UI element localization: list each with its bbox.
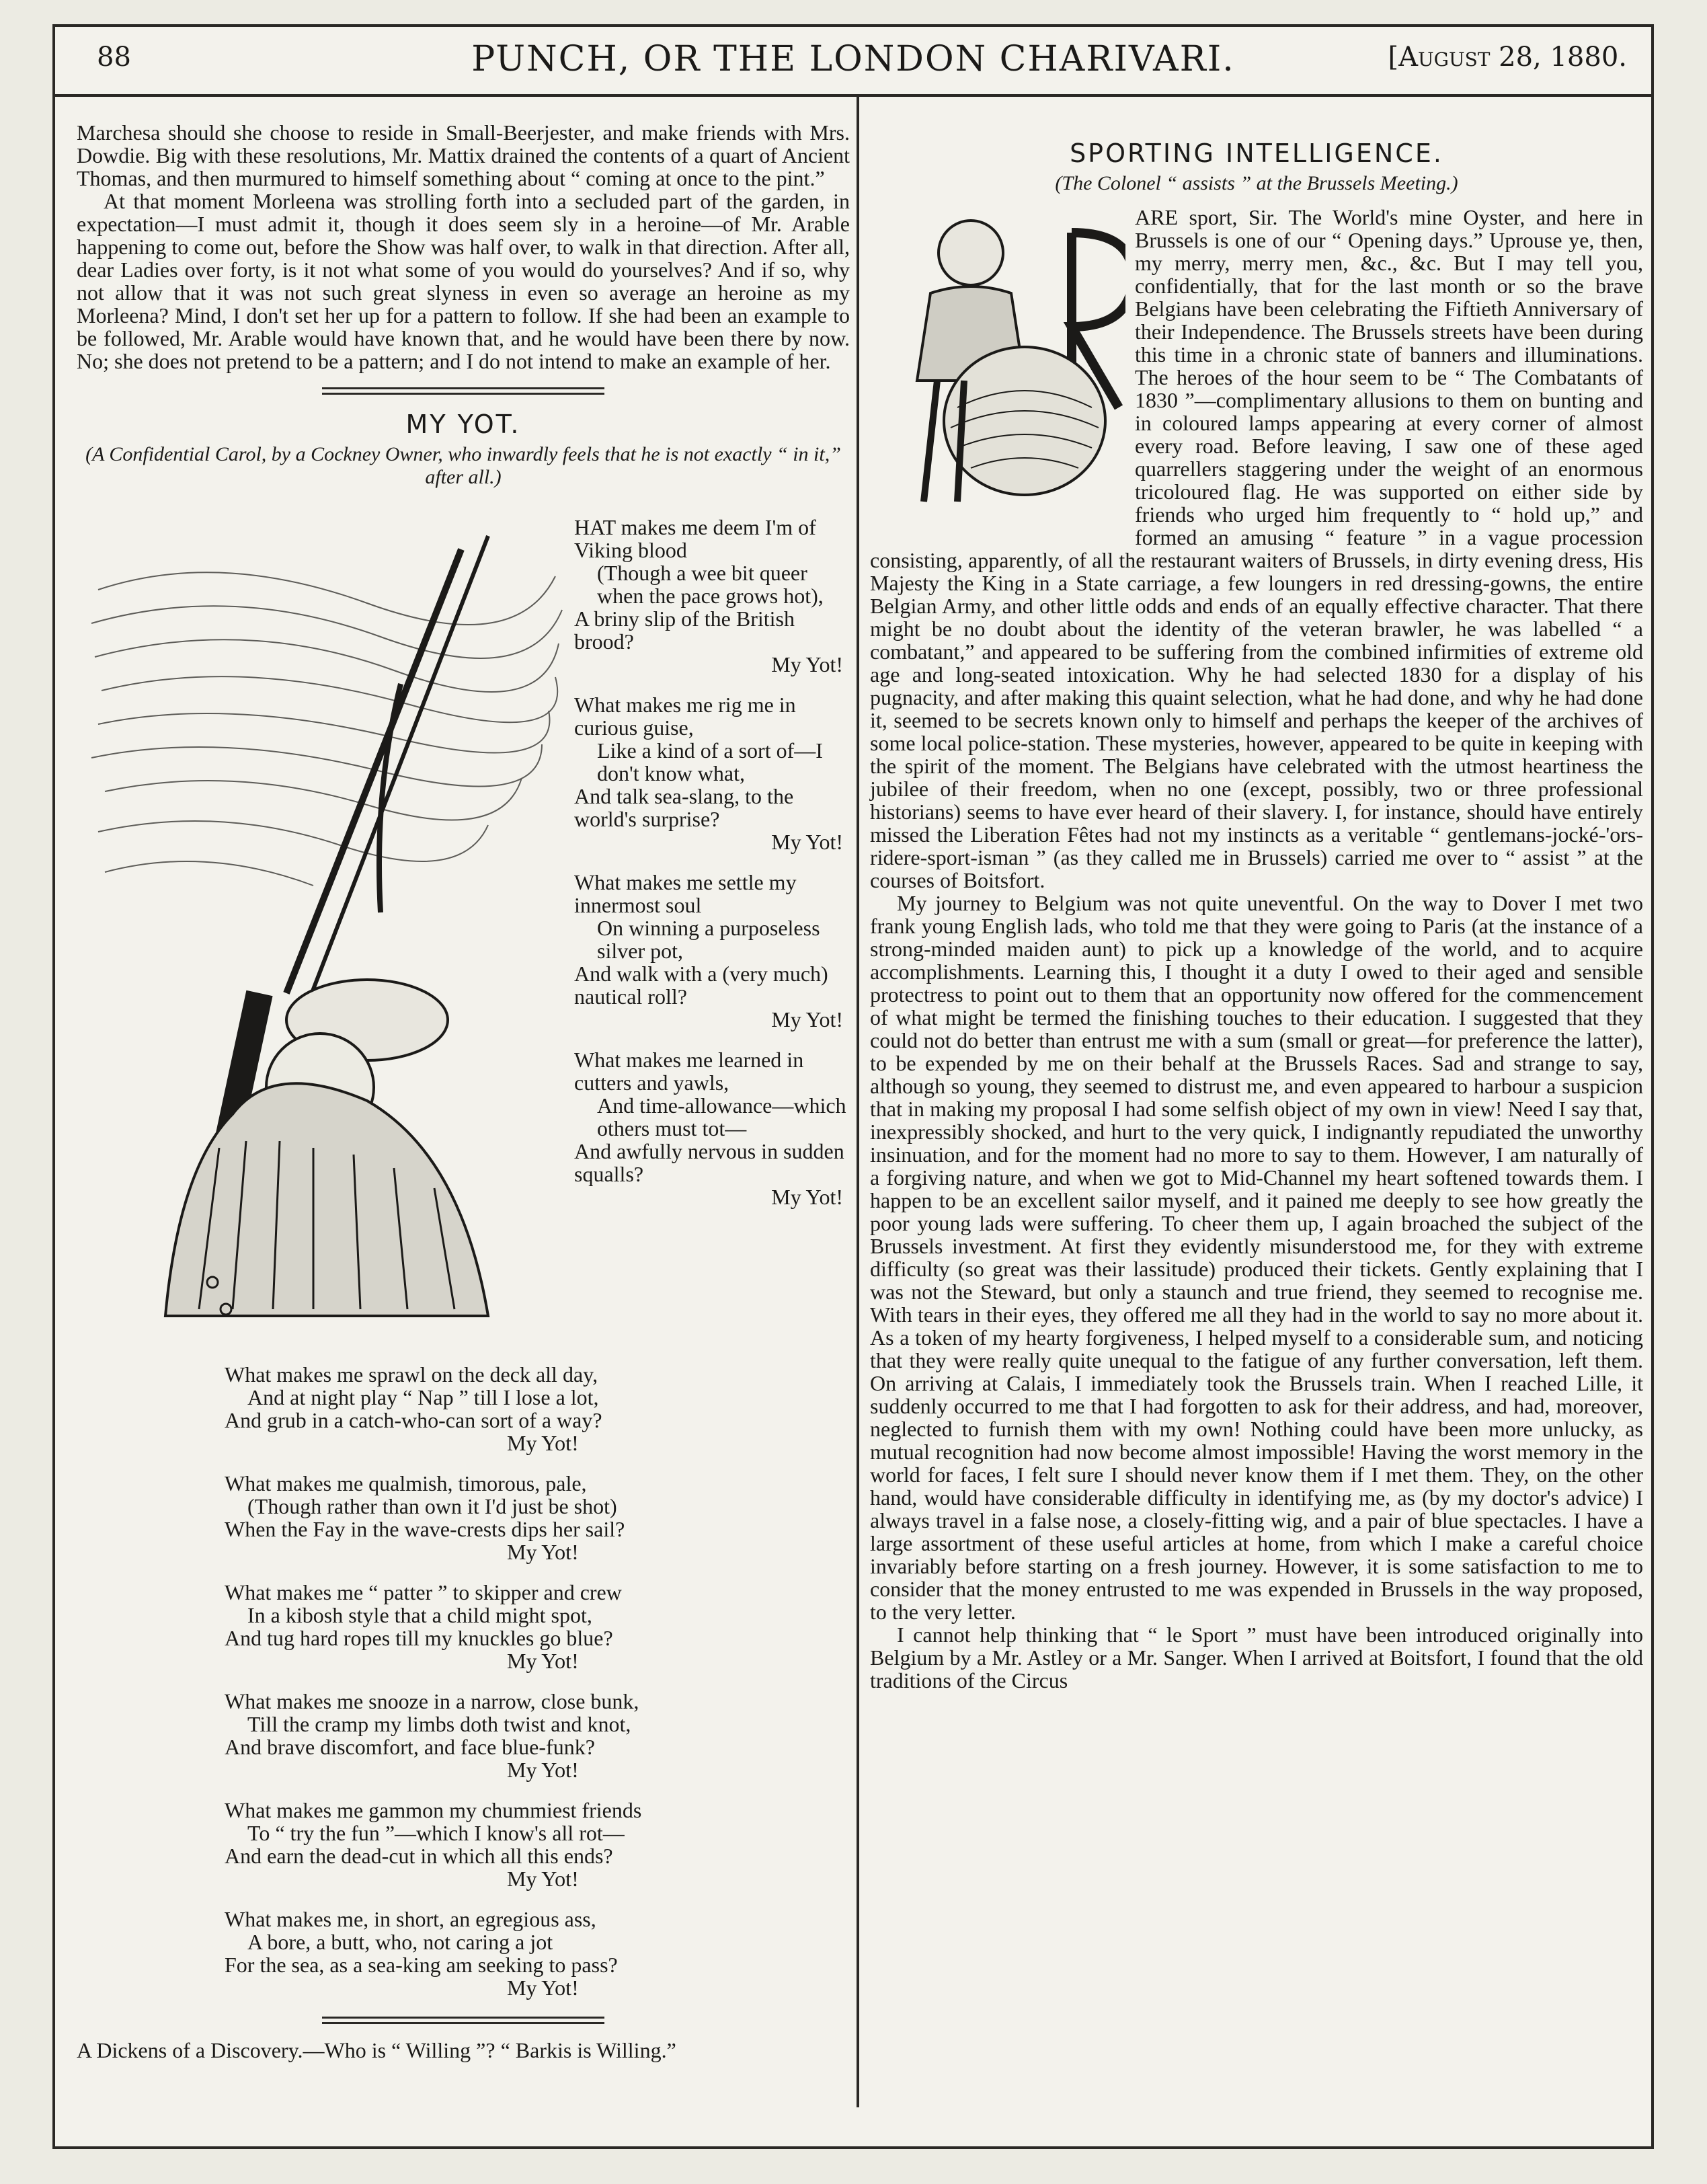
poem-stanza	[574, 871, 850, 1031]
poem-line: And at night play “ Nap ” till I lose a lot,	[247, 1385, 599, 1409]
poem-line: And tug hard ropes till my knuckles go blue?	[225, 1626, 613, 1650]
poem-stanzas-bottom	[225, 1363, 850, 1999]
poem-line: And talk sea-slang, to the world's surprise?	[574, 784, 794, 831]
poem-line: What makes me snooze in a narrow, close bunk,	[225, 1689, 639, 1713]
article-title: SPORTING INTELLIGENCE.	[1070, 139, 1443, 168]
poem-stanza	[225, 1472, 850, 1563]
section-rule	[322, 387, 604, 395]
poem-line: And walk with a (very much) nautical roll?	[574, 962, 828, 1009]
poem-stanza	[225, 1581, 850, 1672]
page	[52, 24, 1654, 2149]
poem-line: What makes me rig me in curious guise,	[574, 693, 796, 740]
poem-line: What makes me qualmish, timorous, pale,	[225, 1471, 587, 1495]
article-paragraph-2: My journey to Belgium was not quite uneventful. On the way to Dover I met two frank young English lads, who told me that they were going to Paris (at the instance of a strong-minded maiden aunt) to pick up a knowledge of the world, and to acquire accomplishments. Learning this, I thought it a duty I owed to their aged and sensible protectress to point out to them that an opportunity now offered for the commencement of what might be termed the finishing touches to their education. I suggested that they could not do better than entrust me with a sum (small or great—for preference the latter), to be expended by me on their behalf at the Brussels Races. Sad and strange to say, although so young, they seemed to distrust me, and even appeared to harbour a suspicion that in making my proposal I had some selfish object of my own in view! Need I say that, inexpressibly shocked, and hurt to the very quick, I indignantly repudiated the unworthy insinuation, and for the moment had no more to say to them. However, I am naturally of a forgiving nature, and when we got to Mid-Channel my heart softened towards them. I happen to be an excellent sailor myself, and it pained me deeply to see how greatly the poor young lads were suffering. To cheer them up, I again broached the subject of the Brussels investment. At first they evidently misunderstood me, for they with extreme difficulty (so great was their lassitude) produced their tickets. Gently explaining that I was not the Steward, but only a staunch and true friend, they seemed to recognise me. With tears in their eyes, they offered me all they had in the world to say no more about it. As a token of my hearty forgiveness, I helped myself to a considerable sum, and noticing that they were really quite unequal to the fatigue of any further conversation, left them. On arriving at Calais, I immediately took the Brussels train. When I reached Lille, it suddenly occurred to me that I had forgotten to ask for their address, and had, moreover, neglected to furnish them with my own! Nothing could have been more unlucky, as mutual recognition had now become almost impossible! Having the worst memory in the world for faces, I felt sure I should never know them if I met them. They, on the other hand, would have considerable difficulty in identifying me, as (by my doctor's advice) I always travel in a false nose, a closely-fitting wig, and a pair of blue spectacles. I have a large assortment of these useful articles at home, from which I make a careful choice invariably before starting on a fresh journey. However, it is some satisfaction to me to consider that the money entrusted to me was expended in Brussels in the way proposed, to the very letter.	[870, 891, 1643, 1624]
poem-stanza	[225, 1799, 850, 1890]
poem-stanza	[225, 1363, 850, 1454]
page-number: 88	[97, 42, 131, 73]
yachtsman-illustration	[85, 509, 569, 1350]
poem-refrain: My Yot!	[507, 1649, 579, 1673]
poem-stanza	[574, 516, 850, 676]
poem-line: (Though a wee bit queer when the pace grows hot),	[597, 561, 824, 608]
poem-line: (Though rather than own it I'd just be shot)	[247, 1494, 617, 1518]
poem-refrain: My Yot!	[771, 830, 843, 854]
poem-line: Till the cramp my limbs doth twist and knot,	[247, 1712, 631, 1736]
poem-title: MY YOT.	[405, 410, 521, 439]
poem-stanza	[574, 1048, 850, 1208]
poem-line: A bore, a butt, who, not caring a jot	[247, 1930, 553, 1954]
poem-refrain: My Yot!	[507, 1431, 579, 1455]
poem-line: A briny slip of the British brood?	[574, 607, 795, 654]
left-column	[77, 94, 850, 2062]
poem-refrain: My Yot!	[771, 1185, 843, 1209]
poem-line: And awfully nervous in sudden squalls?	[574, 1139, 844, 1186]
colonel-illustration	[870, 206, 1125, 542]
poem-refrain: My Yot!	[507, 1976, 579, 2000]
right-column	[870, 94, 1643, 1692]
poem-refrain: My Yot!	[507, 1540, 579, 1564]
poem-refrain: My Yot!	[507, 1758, 579, 1782]
poem-line: And earn the dead-cut in which all this ends?	[225, 1844, 613, 1868]
poem-stanza	[574, 693, 850, 853]
section-rule	[322, 2017, 604, 2024]
masthead-title: PUNCH, OR THE LONDON CHARIVARI.	[471, 39, 1235, 79]
poem-line: What makes me, in short, an egregious ass,	[225, 1907, 596, 1931]
poem-refrain: My Yot!	[771, 1007, 843, 1031]
poem-stanza	[225, 1908, 850, 1999]
poem-line: And brave discomfort, and face blue-funk?	[225, 1735, 595, 1759]
poem-line: HAT makes me deem I'm of Viking blood	[574, 515, 816, 562]
poem-line: Like a kind of a sort of—I don't know what,	[597, 738, 823, 785]
article-paragraph-3: I cannot help thinking that “ le Sport ” must have been introduced originally into Belgium by a Mr. Astley or a Mr. Sanger. When I arrived at Boitsfort, I found that the old traditions of the Circus	[870, 1623, 1643, 1692]
poem-line: To “ try the fun ”—which I know's all rot—	[247, 1821, 625, 1845]
poem-line: When the Fay in the wave-crests dips her sail?	[225, 1517, 625, 1541]
poem-line: In a kibosh style that a child might spot,	[247, 1603, 592, 1627]
poem-line: What makes me “ patter ” to skipper and crew	[225, 1580, 622, 1604]
intro-paragraph-1: Marchesa should she choose to reside in Small-Beerjester, and make friends with Mrs. Dowdie. Big with these resolutions, Mr. Mattix drained the contents of a quart of Ancient Thomas, and then murmured to himself something about “ coming at once to the pint.”	[77, 120, 850, 190]
column-divider	[857, 97, 859, 2107]
poem-subtitle: (A Confidential Carol, by a Cockney Owner, who inwardly feels that he is not exactly “ in it,” after all.)	[85, 443, 841, 488]
poem-refrain: My Yot!	[771, 652, 843, 676]
dickens-paragraph: A Dickens of a Discovery.—Who is “ Willing ”? “ Barkis is Willing.”	[77, 2038, 676, 2062]
poem-line: And grub in a catch-who-can sort of a way?	[225, 1408, 602, 1432]
poem-stanzas-right	[574, 516, 850, 1226]
poem-line: On winning a purposeless silver pot,	[597, 916, 820, 963]
poem-line: And time-allowance—which others must tot—	[597, 1093, 846, 1140]
poem-line: What makes me sprawl on the deck all day,	[225, 1362, 598, 1387]
poem-line: For the sea, as a sea-king am seeking to pass?	[225, 1953, 618, 1977]
poem-line: What makes me gammon my chummiest friends	[225, 1798, 642, 1822]
page-header	[55, 27, 1651, 97]
poem-stanza	[225, 1690, 850, 1781]
poem-refrain: My Yot!	[507, 1867, 579, 1891]
intro-paragraph-2: At that moment Morleena was strolling forth into a secluded part of the garden, in expectation—I must admit it, though it does seem sly in a heroine—of Mr. Arable happening to come out, before the Show was half over, to walk in that direction. After all, dear Ladies over forty, is it not what some of you would do yourselves? And if so, why not allow that it was not such great slyness in even so average an heroine as my Morleena? Mind, I don't set her up for a pattern to follow. If she had been an example to be followed, Mr. Arable would have known that, and he would have been there by now. No; she does not pretend to be a pattern; and I do not intend to make an example of her.	[77, 189, 850, 373]
article-paragraph-1: ARE sport, Sir. The World's mine Oyster, and here in Brussels is one of our “ Opening days.” Uprouse ye, then, my merry, merry men, &c., &c. But I may tell you, confidentially, that for the last month or so the brave Belgians have been celebrating the Fiftieth Anniversary of their Independence. The Brussels streets have been during this time in a chronic state of banners and illuminations. The heroes of the hour seem to be “ The Combatants of 1830 ”—complimentary allusions to them on bunting and in coloured lamps appearing at every corner of almost every road. Before leaving, I saw one of these aged quarrellers staggering under the weight of an enormous tricoloured flag. He was supported on either side by friends who urged him frequently to “ hold up,” and formed an amusing “ feature ” in a vague procession consisting, apparently, of all the restaurant waiters of Brussels, in dirty evening dress, His Majesty the King in a State carriage, a few loungers in red dressing-gowns, the entire Belgian Army, and other little odds and ends of an equally effective character. That there might be no doubt about the identity of the veteran brawler, he was labelled “ a combatant,” and appeared to be suffering from the combined infirmities of extreme old age and long-seated intoxication. Why he had selected 1830 for a display of his pugnacity, and after making this quaint selection, what he had done, and why he had done it, seemed to be secrets known only to himself and perhaps the keeper of the archives of some local police-station. These mysteries, however, appeared to be quite in keeping with the spirit of the moment. The Belgians have celebrated with the utmost heartiness the jubilee of their freedom, when no one (except, possibly, two or three professional historians) seems to have ever heard of their slavery. I, for instance, should have entirely missed the Liberation Fêtes had not my instincts as a veritable “ gentlemans-jocké-'ors-ridere-sport-isman ” (as they called me in Brussels) carried me over to “ assist ” at the courses of Boitsfort.	[870, 205, 1643, 892]
poem-illustrated-block	[77, 489, 850, 1363]
poem-line: What makes me learned in cutters and yawls,	[574, 1048, 804, 1095]
article-subtitle: (The Colonel “ assists ” at the Brussels Meeting.)	[1055, 172, 1458, 194]
poem-line: What makes me settle my innermost soul	[574, 870, 797, 917]
issue-date: [August 28, 1880.	[1388, 42, 1627, 73]
